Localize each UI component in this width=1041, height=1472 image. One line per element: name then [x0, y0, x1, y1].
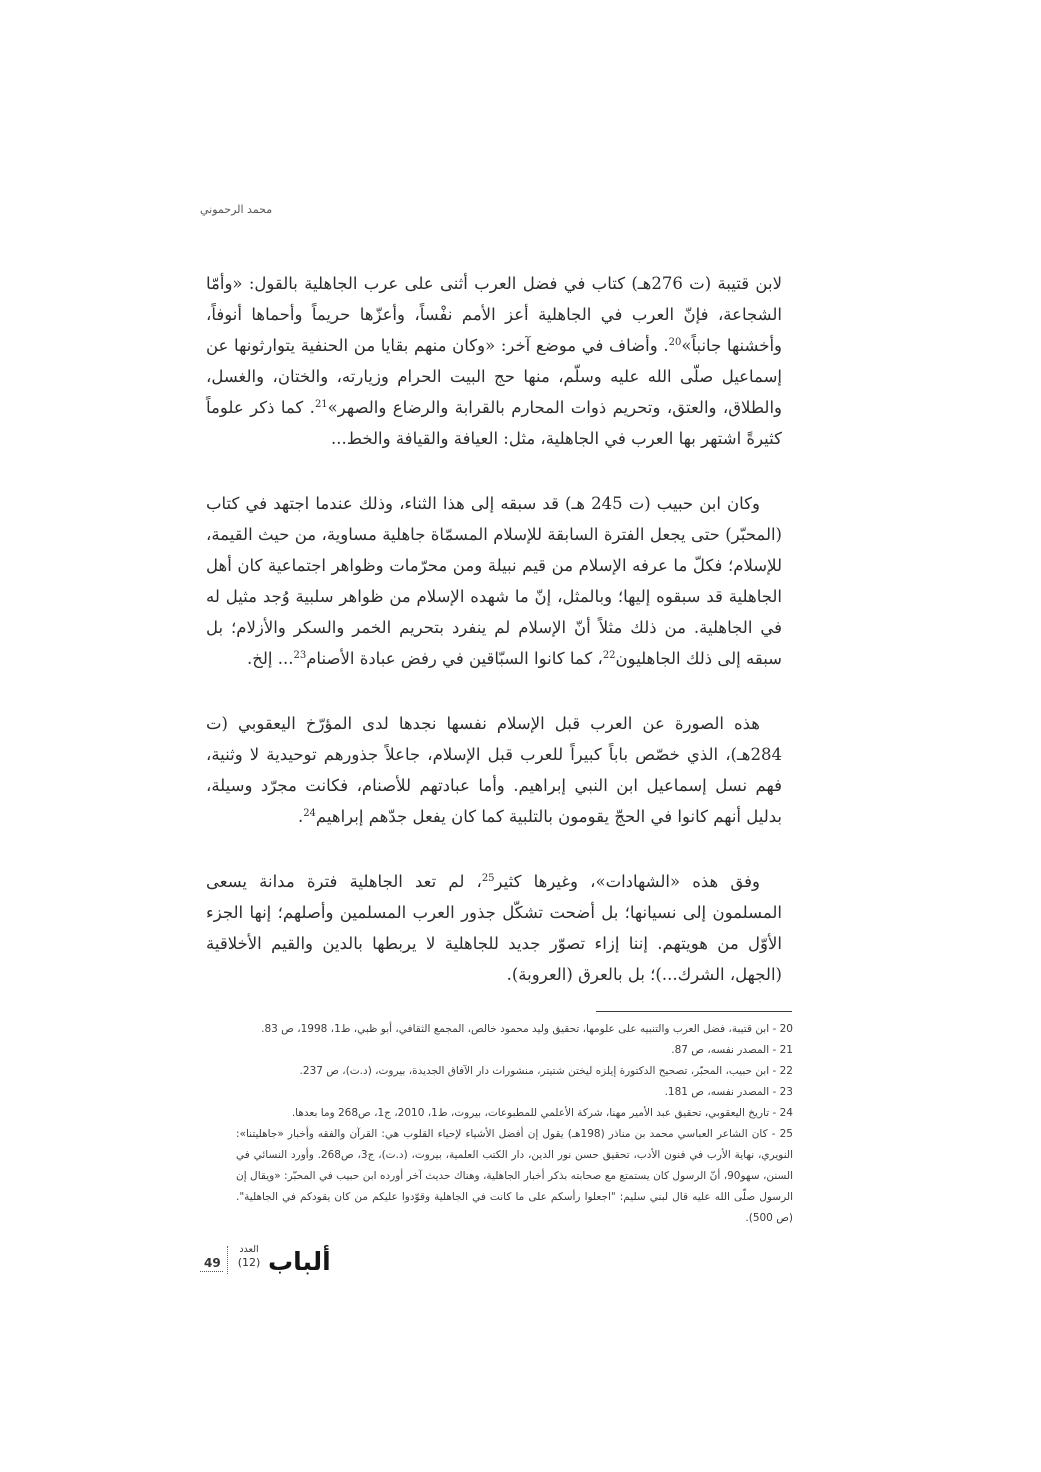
footnote-item: 24 - تاريخ اليعقوبي، تحقيق عبد الأمير مهنا، شركة الأعلمي للمطبوعات، بيروت، ط1، 2010، ج1، ص268 وما بعدها. — [291, 1107, 793, 1119]
running-header-author: محمد الرحموني — [200, 203, 273, 216]
body-paragraph — [206, 488, 782, 674]
body-paragraph — [206, 268, 782, 454]
paragraph-text: وكان ابن حبيب (ت 245 هـ) قد سبقه إلى هذا الثناء، وذلك عندما اجتهد في كتاب (المحبّر) حتى يجعل الفترة السابقة للإسلام المسمّاة جاهلية مساوية، من حيث القيمة، للإسلام؛ فكلّ ما عرفه الإسلام من قيم نبيلة ومن محرّمات وظواهر اجتماعية كان أهل الجاهلية قد سبقوه إليها؛ وبالمثل، إنّ ما شهده الإسلام من ظواهر سلبية وُجد مثيل له في الجاهلية. من ذلك مثلاً أنّ الإسلام لم ينفرد بتحريم الخمر والسكر والأزلام؛ بل سبقه إلى ذلك الجاهليون — [206, 494, 782, 668]
paragraph-text: ، كما كانوا السبّاقين في رفض عبادة الأصنام — [306, 649, 603, 668]
article-body — [206, 268, 782, 1024]
issue-number: (12) — [237, 1256, 261, 1269]
footnote-item: 22 - ابن حبيب، المحبّر، تصحيح الدكتورة إيلزه ليختن شتيتر، منشورات دار الآفاق الجديدة، بيروت، (د.ت)، ص 237. — [299, 1065, 793, 1077]
paragraph-text: هذه الصورة عن العرب قبل الإسلام نفسها نجدها لدى المؤرّخ اليعقوبي (ت 284هـ)، الذي خصّص باباً كبيراً للعرب قبل الإسلام، جاعلاً جذورهم توحيدية لا وثنية، فهم نسل إسماعيل ابن النبي إبراهيم. وأما عبادتهم للأصنام، فكانت مجرّد وسيلة، بدليل أنهم كانوا في الحجّ يقومون بالتلبية كما كان يفعل جدّهم إبراهيم — [206, 714, 782, 826]
issue-label: العدد — [239, 1244, 259, 1255]
paragraph-text: لابن قتيبة (ت 276هـ) كتاب في فضل العرب أثنى على عرب الجاهلية بالقول: «وأمّا الشجاعة، فإنّ العرب في الجاهلية أعز الأمم نفْساً، وأعزّها حريماً وأحماها أنوفاً، وأخشنها جانباً» — [206, 274, 782, 355]
paragraph-text: . وأضاف في موضع آخر: «وكان منهم بقايا من الحنفية يتوارثونها عن إسماعيل صلّى الله عليه وسلّم، منها حج البيت الحرام وزيارته، والختان، والغسل، والطلاق، والعتق، وتحريم ذوات المحارم بالقرابة والرضاع والصهر» — [206, 336, 783, 417]
footnote-reference[interactable]: 20 — [668, 337, 682, 348]
paragraph-text: ... إلخ. — [246, 649, 294, 668]
paragraph-text: وفق هذه «الشهادات»، وغيرها كثير — [494, 872, 760, 891]
footnotes — [236, 1019, 793, 1229]
issue-block — [232, 1244, 266, 1270]
body-paragraph — [206, 708, 782, 832]
footnote-item: 23 - المصدر نفسه، ص 181. — [664, 1086, 793, 1098]
footnote-reference[interactable]: 25 — [481, 873, 495, 884]
footnote-reference[interactable]: 23 — [293, 650, 307, 661]
footnote-separator — [596, 1011, 792, 1012]
footer-divider — [227, 1246, 228, 1274]
footnote-reference[interactable]: 21 — [314, 399, 328, 410]
body-paragraph — [206, 866, 782, 990]
paragraph-text: ، لم تعد الجاهلية فترة مدانة يسعى المسلمون إلى نسيانها؛ بل أضحت تشكّل جذور العرب المسلمين وأصلهم؛ إنها الجزء الأوّل من هويتهم. إننا إزاء تصوّر جديد للجاهلية لا يربطها بالدين والقيم الأخلاقية (الجهل، الشرك...)؛ بل بالعرق (العروبة). — [206, 872, 782, 984]
journal-logo — [268, 1244, 331, 1278]
page-footer — [200, 1244, 340, 1280]
paragraph-text: . — [297, 807, 304, 826]
paragraph-text: . كما ذكر علوماً كثيرةً اشتهر بها العرب في الجاهلية، مثل: العيافة والقيافة والخط... — [206, 398, 782, 448]
footnote-reference[interactable]: 24 — [303, 808, 316, 819]
footnote-item: 21 - المصدر نفسه، ص 87. — [671, 1044, 793, 1056]
footnote-item: 20 - ابن قتيبة، فضل العرب والتنبيه على علومها، تحقيق وليد محمود خالص، المجمع الثقافي، أبو ظبي، ط1، 1998، ص 83. — [261, 1023, 793, 1035]
page-number: 49 — [200, 1256, 223, 1272]
footnote-reference[interactable]: 22 — [602, 650, 616, 661]
footnote-item: 25 - كان الشاعر العباسي محمد بن مناذر (198هـ) يقول إن أفضل الأشياء لإحياء القلوب هي: القرآن والفقه وأخبار «جاهليتنا»: النويري، نهاية الأرب في فنون الأدب، تحقيق حسن نور الدين، دار الكتب العلمية، بيروت، (د.ت)، ج3، ص268. وأورد النسائي في السنن، سهو90، أنّ الرسول كان يستمتع مع صحابته بذكر أخبار الجاهلية، وهناك حديث آخر أورده ابن حبيب في المحبّر: «ويقال إن الرسول صلّى الله عليه قال لبني سليم: "اجعلوا رأسكم على ما كانت في الجاهلية وقوّدوا عليكم من كان يقودكم في الجاهلية". (ص 500). — [236, 1128, 793, 1224]
journal-logo-text: ألباب — [268, 1246, 331, 1276]
